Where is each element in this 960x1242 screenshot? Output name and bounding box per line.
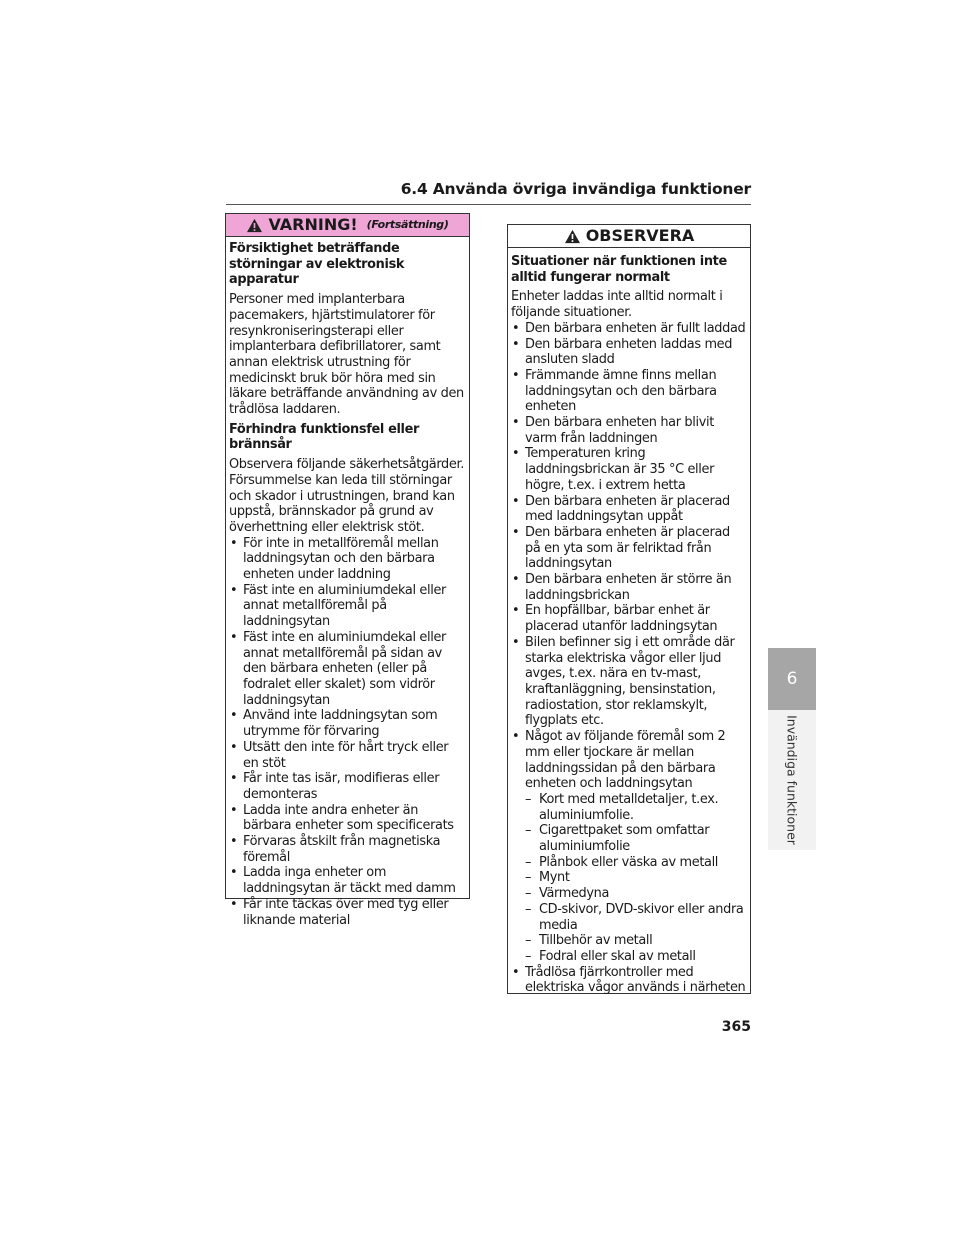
list-item: • Använd inte laddningsytan som utrymme för förvaring xyxy=(229,708,466,739)
list-item: • Fäst inte en aluminiumdekal eller annat metallföremål på laddningsytan xyxy=(229,583,466,630)
notice-box xyxy=(507,224,751,994)
chapter-number: 6 xyxy=(786,669,798,689)
notice-sublist xyxy=(511,792,747,965)
list-item: • En hopfällbar, bärbar enhet är placerad utanför laddningsytan xyxy=(511,603,747,634)
warning-continued: (Fortsättning) xyxy=(366,218,449,232)
sub-list-item: – Tillbehör av metall xyxy=(511,933,747,949)
list-item: • Fäst inte en aluminiumdekal eller annat metallföremål på sidan av den bärbara enheten (eller på fodralet eller skalet) som vidrör laddningsytan xyxy=(229,630,466,709)
sub-list-item: – Mynt xyxy=(511,870,747,886)
notice-list xyxy=(511,321,747,996)
warning-list xyxy=(229,536,466,929)
sub-list-item: – Plånbok eller väska av metall xyxy=(511,855,747,871)
list-item: • Får inte täckas över med tyg eller liknande material xyxy=(229,897,466,928)
list-item: • Den bärbara enheten är placerad med laddningsytan uppåt xyxy=(511,494,747,525)
warning-triangle-icon xyxy=(564,229,581,244)
list-item: • Temperaturen kring laddningsbrickan är 35 °C eller högre, t.ex. i extrem hetta xyxy=(511,446,747,493)
list-item: • Den bärbara enheten är placerad på en yta som är felriktad från laddningsytan xyxy=(511,525,747,572)
sub-list-item: – Fodral eller skal av metall xyxy=(511,949,747,965)
list-item: • Förvaras åtskilt från magnetiska föremål xyxy=(229,834,466,865)
list-item: • Den bärbara enheten är större än laddningsbrickan xyxy=(511,572,747,603)
list-item: • Får inte tas isär, modifieras eller demonteras xyxy=(229,771,466,802)
sub-list-item: – Kort med metalldetaljer, t.ex. aluminiumfolie. xyxy=(511,792,747,823)
list-item: • Utsätt den inte för hårt tryck eller en stöt xyxy=(229,740,466,771)
notice-title: OBSERVERA xyxy=(585,226,695,246)
sub-list-item: – CD-skivor, DVD-skivor eller andra media xyxy=(511,902,747,933)
warning-triangle-icon xyxy=(246,218,263,233)
warning-heading-malfunction: Förhindra funktionsfel eller brännsår xyxy=(229,421,419,453)
chapter-label: Invändiga funktioner xyxy=(784,715,800,845)
chapter-tab xyxy=(768,648,816,710)
section-header: 6.4 Använda övriga invändiga funktioner xyxy=(226,180,751,205)
warning-title: VARNING! xyxy=(268,215,358,235)
warning-box xyxy=(225,213,470,928)
list-item: • Främmande ämne finns mellan laddningsytan och den bärbara enheten xyxy=(511,368,747,415)
list-item: • För inte in metallföremål mellan laddningsytan och den bärbara enheten under laddning xyxy=(229,536,466,583)
warning-content xyxy=(226,237,469,928)
list-item: • Ladda inte andra enheter än bärbara enheter som specificerats xyxy=(229,803,466,834)
notice-heading: Situationer när funktionen inte alltid fungerar normalt xyxy=(511,254,727,285)
notice-content xyxy=(508,248,750,996)
sub-list-item: – Cigarettpaket som omfattar aluminiumfolie xyxy=(511,823,747,854)
list-item: • Den bärbara enheten är fullt laddad xyxy=(511,321,747,337)
page-number: 365 xyxy=(721,1019,751,1035)
warning-para-interference: Personer med implanterbara pacemakers, hjärtstimulatorer för resynkroniseringsterapi eller implanterbara defibrillatorer, samt annan elektrisk utrustning för medicinskt bruk bör höra med sin läkare beträffande användning av den trådlösa laddaren. xyxy=(229,292,464,418)
warning-para-malfunction: Observera följande säkerhetsåtgärder. Försummelse kan leda till störningar och skador i utrustningen, brand kan uppstå, brännskador på grund av överhettning eller elektrisk stöt. xyxy=(229,457,464,535)
sub-list-item: – Värmedyna xyxy=(511,886,747,902)
list-item: • Den bärbara enheten har blivit varm från laddningen xyxy=(511,415,747,446)
list-item: • Den bärbara enheten laddas med ansluten sladd xyxy=(511,337,747,368)
list-item: • Trådlösa fjärrkontroller med elektriska vågor används i närheten xyxy=(511,965,747,996)
list-item-metal xyxy=(511,729,747,965)
notice-header xyxy=(508,225,750,248)
notice-para: Enheter laddas inte alltid normalt i följande situationer. xyxy=(511,289,723,321)
warning-header xyxy=(226,214,469,237)
list-item: • Bilen befinner sig i ett område där starka elektriska vågor eller ljud avges, t.ex. nära en tv-mast, kraftanläggning, bensinstation, radiostation, stor reklamskylt, flygplats etc. xyxy=(511,635,747,729)
warning-heading-interference: Försiktighet beträffande störningar av elektronisk apparatur xyxy=(229,241,405,288)
list-item: • Ladda inga enheter om laddningsytan är täckt med damm xyxy=(229,865,466,896)
metal-item-text: Något av följande föremål som 2 mm eller tjockare är mellan laddningssidan på den bärbara enheten och laddningsytan xyxy=(525,729,726,792)
